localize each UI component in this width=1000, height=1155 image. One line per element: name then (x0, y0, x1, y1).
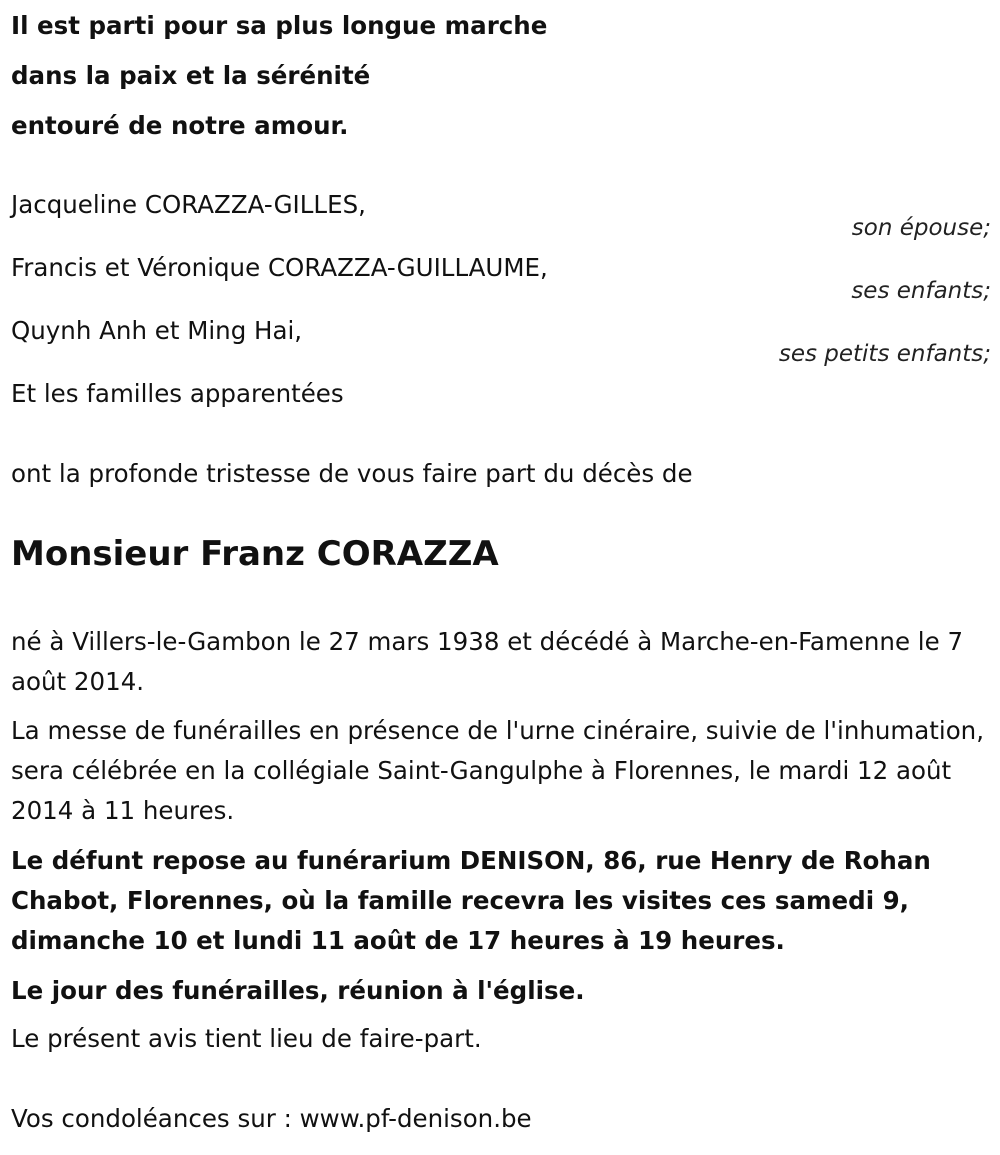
condolences-link[interactable]: Vos condoléances sur : www.pf-denison.be (11, 1104, 532, 1133)
family-member-relation: ses enfants; (851, 278, 991, 304)
family-member-name: Et les familles apparentées (11, 379, 344, 408)
notice-paragraph: Le présent avis tient lieu de faire-part. (11, 1024, 482, 1053)
deceased-name: Monsieur Franz CORAZZA (11, 534, 499, 574)
family-member-name: Jacqueline CORAZZA-GILLES, (11, 190, 366, 219)
mass-paragraph: La messe de funérailles en présence de l'urne cinéraire, suivie de l'inhumation, sera célébrée en la collégiale Saint-Gangulphe à Florennes, le mardi 12 août 2014 à 11 heures. (11, 716, 985, 825)
meeting-paragraph: Le jour des funérailles, réunion à l'église. (11, 976, 585, 1005)
announcement-text: ont la profonde tristesse de vous faire part du décès de (11, 459, 693, 488)
family-member-relation: ses petits enfants; (778, 341, 991, 367)
funerarium-paragraph: Le défunt repose au funérarium DENISON, 86, rue Henry de Rohan Chabot, Florennes, où la famille recevra les visites ces samedi 9, dimanche 10 et lundi 11 août de 17 heures à 19 heures. (11, 846, 931, 955)
epitaph-line-2: dans la paix et la sérénité (11, 61, 371, 90)
epitaph-line-3: entouré de notre amour. (11, 111, 349, 140)
epitaph-line-1: Il est parti pour sa plus longue marche (11, 11, 548, 40)
family-member-name: Francis et Véronique CORAZZA-GUILLAUME, (11, 253, 548, 282)
family-member-name: Quynh Anh et Ming Hai, (11, 316, 303, 345)
birth-death-paragraph: né à Villers-le-Gambon le 27 mars 1938 et décédé à Marche-en-Famenne le 7 août 2014. (11, 627, 964, 696)
family-member-relation: son épouse; (851, 215, 991, 241)
